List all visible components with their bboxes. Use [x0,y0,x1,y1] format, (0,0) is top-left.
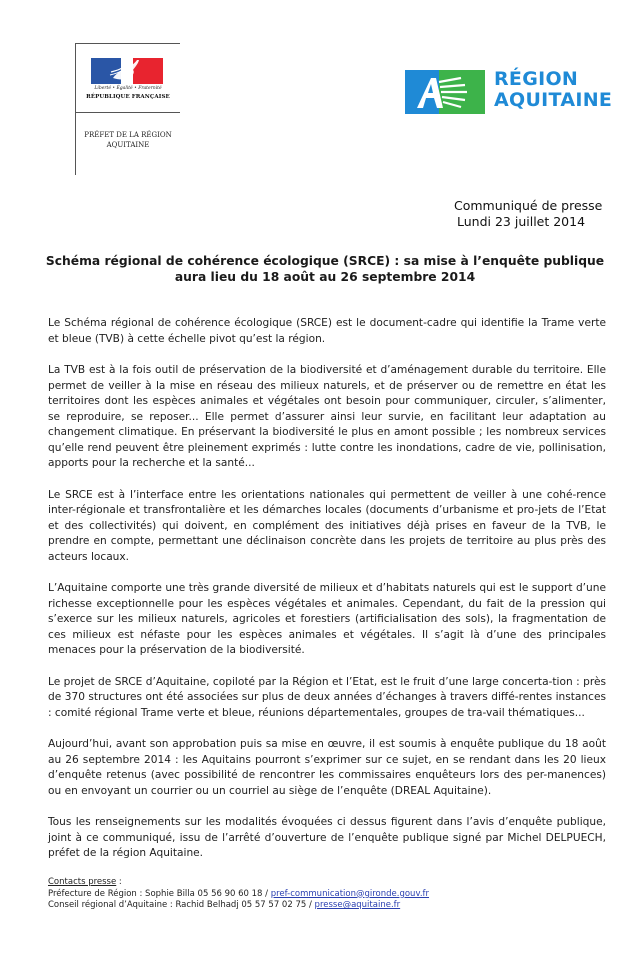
contact-row-prefecture [48,889,429,901]
paragraph: Le SRCE est à l’interface entre les orientations nationales qui permettent de veiller à une cohé-rence inter-régionale et transfrontalière et les démarches locales (documents d’urbanisme et pro-jets de l’Etat et des collectivités) qui doivent, en complément des initiatives déjà prises en faveur de la TVB, le prendre en compte, permettant une déclinaison concrète dans les projets de territoire au plus près des acteurs locaux. [48,488,606,563]
prefecture-logo [75,43,180,175]
document-title-line2: aura lieu du 18 août au 26 septembre 2014 [174,270,476,284]
document-body [48,316,606,878]
logo-divider [76,112,180,113]
prefecture-title [76,130,180,150]
paragraph: L’Aquitaine comporte une très grande diversité de milieux et d’habitats naturels qui est le support d’une richesse exceptionnelle pour les espèces végétales et animales. Cependant, du fait de la pression qui s’exerce sur les milieux naturels, agricoles et forestiers (artificialisation des sols), la fragmentation de ces milieux est néfaste pour les espèces animales et végétales. Il s’agit là d’une des principales menaces pour la préservation de la biodiversité. [48,582,606,656]
press-contacts [48,877,429,912]
region-wordmark-line1: RÉGION [494,68,579,90]
contacts-heading-suffix: : [116,877,122,887]
paragraph: La TVB est à la fois outil de préservation de la biodiversité et d’aménagement durable du territoire. Elle permet de veiller à la mise en réseau des milieux naturels, et de préserver ou de remettre en état les territoires dont les espèces animales et végétales ont besoin pour communiquer, circuler, s’alimenter, se reproduire, se reposer... Elle permet d’assurer ainsi leur survie, en facilitant leur adaptation au changement climatique. En préservant la biodiversité le plus en amont possible ; les nombreux services qu’elle rend peuvent être pleinement exprimés : lutte contre les inondations, cadre de vie, pollinisation, apports pour la recherche et la santé... [48,364,606,469]
contact-label: Conseil régional d’Aquitaine : Rachid Belhadj 05 57 57 02 75 / [48,900,315,910]
marianne-flag-icon [91,58,163,84]
region-aquitaine-logo [405,70,485,114]
paragraph: Le Schéma régional de cohérence écologique (SRCE) est le document-cadre qui identifie la Trame verte et bleue (TVB) à cette échelle pivot qu’est la région. [48,317,606,345]
republique-francaise-label: RÉPUBLIQUE FRANÇAISE [86,94,170,100]
contact-row-conseil-regional [48,900,429,912]
prefecture-title-line2: AQUITAINE [106,141,150,149]
press-release-type: Communiqué de presse [454,198,603,213]
paragraph: Aujourd’hui, avant son approbation puis sa mise en œuvre, il est soumis à enquête publique du 18 août au 26 septembre 2014 : les Aquitains pourront s’exprimer sur ce sujet, en se rendant dans les 20 lieux d’enquête retenus (avec possibilité de rencontrer les commissaires enquêteurs lors des per-manences) ou en envoyant un courrier ou un courriel au siège de l’enquête (DREAL Aquitaine). [48,738,606,797]
document-title-line1: Schéma régional de cohérence écologique (SRCE) : sa mise à l’enquête publique [45,254,605,268]
contacts-heading-row [48,877,429,889]
stylized-a-icon [405,70,485,114]
press-release-date: Lundi 23 juillet 2014 [457,214,586,229]
paragraph: Tous les renseignements sur les modalités évoquées ci dessus figurent dans l’avis d’enquête publique, joint à ce communiqué, issu de l’arrêté d’ouverture de l’enquête publique signé par Michel DELPUECH, préfet de la région Aquitaine. [48,816,606,859]
region-aquitaine-wordmark [494,69,612,111]
region-wordmark-line2: AQUITAINE [494,89,613,111]
contacts-heading: Contacts presse [48,877,117,887]
document-title [40,253,610,285]
press-release-header [454,198,602,230]
republic-motto: Liberté • Égalité • Fraternité [94,86,162,91]
contact-email-link[interactable]: presse@aquitaine.fr [314,900,401,910]
contact-label: Préfecture de Région : Sophie Billa 05 56 90 60 18 / [48,888,271,899]
paragraph: Le projet de SRCE d’Aquitaine, copiloté par la Région et l’Etat, est le fruit d’une large concerta-tion : près de 370 structures ont été associées sur plus de deux années d’échanges à travers diffé-rentes instances : comité régional Trame verte et bleue, réunions départementales, groupes de tra-vail thématiques... [48,675,606,719]
contact-email-link[interactable]: pref-communication@gironde.gouv.fr [270,888,430,899]
prefecture-title-line1: PRÉFET DE LA RÉGION [84,131,172,139]
